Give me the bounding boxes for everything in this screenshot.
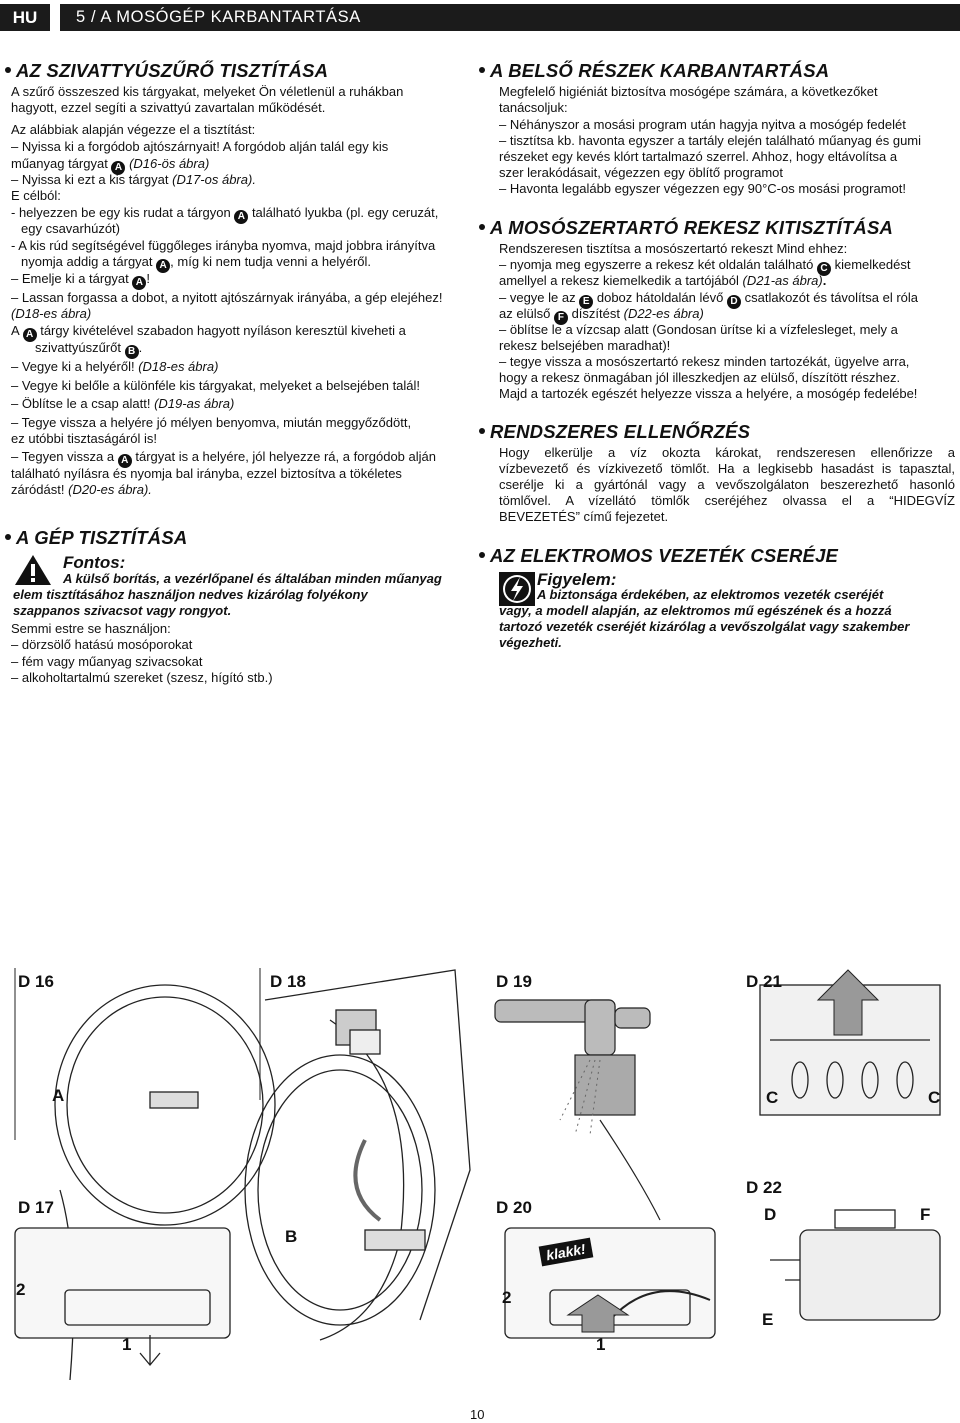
- drawer-text-8: – tegye vissza a mosószertartó rekesz minden tartozékát, ügyelve arra,: [499, 354, 910, 369]
- section-title-drawer: A MOSÓSZERTARTÓ REKESZ KITISZTÍTÁSA: [479, 217, 893, 239]
- filter-text-19: – Öblítse le a csap alatt! (D19-as ábra): [11, 396, 235, 411]
- figure-marker-d: D: [764, 1205, 777, 1224]
- filter-text-18: – Vegye ki belőle a különféle kis tárgyakat, melyeket a belsejében talál!: [11, 378, 421, 393]
- chapter-header: 5 / A MOSÓGÉP KARBANTARTÁSA: [60, 4, 960, 31]
- page-number: 10: [470, 1407, 485, 1422]
- check-text-1: Hogy elkerülje a víz okozta károkat, rendszeresen ellenőrizze a: [499, 445, 955, 460]
- filter-text-13: – Lassan forgassa a dobot, a nyitott ajtószárnyak irányába, a gép elejéhez!: [11, 290, 443, 305]
- figure-marker-a: A: [52, 1086, 65, 1105]
- filter-text-11: nyomja addig a tárgyat A , míg ki nem tudja venni a helyéről.: [21, 254, 372, 271]
- section-title-inner: A BELSŐ RÉSZEK KARBANTARTÁSA: [479, 60, 829, 82]
- cable-warning-4: végezheti.: [499, 635, 562, 650]
- marker-a: A: [234, 210, 248, 224]
- inner-text-7: – Havonta legalább egyszer végezzen egy 90°C-os mosási programot!: [499, 181, 906, 196]
- drawer-text-10: Majd a tartozék egészét helyezze vissza a helyére, a mosógép fedelébe!: [499, 386, 918, 401]
- filter-text-14: (D18-es ábra): [11, 306, 92, 321]
- klakk-badge: klakk!: [539, 1238, 593, 1267]
- marker-f: F: [554, 311, 568, 325]
- filter-text-6: – Nyissa ki ezt a kis tárgyat (D17-os ábra).: [11, 172, 256, 187]
- marker-a: A: [118, 454, 132, 468]
- filter-text-12: – Emelje ki a tárgyat A !: [11, 271, 151, 288]
- cleaning-text-2: – dörzsölő hatású mosóporokat: [11, 637, 193, 652]
- inner-text-5: részeket egy kevés klórt tartalmazó szerrel. Ahhoz, hogy eltávolítsa a: [499, 149, 898, 164]
- section-title-filter: AZ SZIVATTYÚSZŰRŐ TISZTÍTÁSA: [5, 60, 328, 82]
- figure-label-d22: D 22: [746, 1178, 782, 1197]
- marker-a: A: [132, 276, 146, 290]
- figure-marker-f: F: [920, 1205, 931, 1224]
- filter-text-24: záródást! (D20-es ábra).: [11, 482, 152, 497]
- filter-text-3: Az alábbiak alapján végezze el a tisztítást:: [11, 122, 256, 137]
- filter-text-7: E célból:: [11, 188, 61, 203]
- electric-hazard-icon: [499, 572, 535, 606]
- inner-text-4: – tisztítsa kb. havonta egyszer a tartály elején található műanyag és gumi: [499, 133, 922, 148]
- cleaning-text-1: Semmi estre se használjon:: [11, 621, 171, 636]
- figure-step-2-d20: 2: [502, 1288, 512, 1307]
- figure-label-d17: D 17: [18, 1198, 54, 1217]
- filter-text-9: egy csavarhúzót): [21, 221, 120, 236]
- warning-text-2: elem tisztításához használjon nedves kizárólag folyékony: [13, 587, 368, 602]
- filter-text-5: műanyag tárgyat A (D16-ös ábra): [11, 156, 210, 173]
- figure-label-d18: D 18: [270, 972, 306, 991]
- figure-step-1-d20: 1: [596, 1335, 606, 1354]
- inner-text-1: Megfelelő higiéniát biztosítva mosógépe számára, a következőket: [499, 84, 878, 99]
- filter-text-20: – Tegye vissza a helyére jó mélyen benyomva, miután meggyőződött,: [11, 415, 412, 430]
- marker-a: A: [23, 328, 37, 342]
- marker-a: A: [156, 259, 170, 273]
- figure-marker-c-right: C: [928, 1088, 941, 1107]
- check-text-4: tömlővel. A vízellátó tömlők cseréjéhez olvassa el a “HIDEGVÍZ: [499, 493, 955, 508]
- section-title-cable: AZ ELEKTROMOS VEZETÉK CSERÉJE: [479, 545, 838, 567]
- filter-text-2: hagyott, ezzel segíti a szivattyú zavartalan működését.: [11, 100, 326, 115]
- figure-step-2-d17: 2: [16, 1280, 26, 1299]
- language-tag: HU: [0, 4, 50, 31]
- check-text-5: BEVEZETÉS” című fejezetet.: [499, 509, 669, 524]
- filter-text-4: – Nyissa ki a forgódob ajtószárnyait! A forgódob alján talál egy kis: [11, 139, 389, 154]
- cable-warning-3: tartozó vezeték cseréjét kizárólag a vevőszolgálat vagy szakember: [499, 619, 910, 634]
- check-text-2: vízbevezető és vízkivezető tömlőt. Ha a legkisebb hasadást is tapasztal,: [499, 461, 955, 476]
- warning-heading: Fontos:: [63, 553, 126, 572]
- figure-label-d21: D 21: [746, 972, 782, 991]
- check-text-3: cserélje ki a gyártónál vagy a vevőszolgálaton beszerezhető hasonló: [499, 477, 955, 492]
- drawer-text-5: az elülső F díszítést (D22-es ábra): [499, 306, 704, 323]
- inner-text-6: szer lerakódásait, végezzen egy öblítő programot: [499, 165, 783, 180]
- cleaning-text-3: – fém vagy műanyag szivacsokat: [11, 654, 203, 669]
- filter-text-15: A A tárgy kivételével szabadon hagyott nyíláson keresztül kiveheti a: [11, 323, 406, 340]
- inner-text-3: – Néhányszor a mosási program után hagyja nyitva a mosógép fedelét: [499, 117, 906, 132]
- warning-text-1: A külső borítás, a vezérlőpanel és általában minden műanyag: [63, 571, 442, 586]
- filter-text-16: szivattyúszűrőt B .: [35, 340, 143, 357]
- figure-marker-e: E: [762, 1310, 774, 1329]
- cleaning-text-4: – alkoholtartalmú szereket (szesz, hígító stb.): [11, 670, 273, 685]
- section-title-cleaning: A GÉP TISZTÍTÁSA: [5, 527, 187, 549]
- filter-text-17: – Vegye ki a helyéről! (D18-es ábra): [11, 359, 219, 374]
- drawer-text-6: – öblítse le a vízcsap alatt (Gondosan ürítse ki a vízfelesleget, mely a: [499, 322, 898, 337]
- cable-warning-2: vagy, a modell alapján, az elektromos mű egészének és a hozzá: [499, 603, 892, 618]
- figure-label-d20: D 20: [496, 1198, 532, 1217]
- drawer-text-1: Rendszeresen tisztítsa a mosószertartó rekeszt Mind ehhez:: [499, 241, 848, 256]
- filter-text-21: ez utóbbi tisztaságáról is!: [11, 431, 157, 446]
- marker-d: D: [727, 295, 741, 309]
- figure-step-1-d17: 1: [122, 1335, 132, 1354]
- filter-text-1: A szűrő összeszed kis tárgyakat, melyeket Ön véletlenül a ruhákban: [11, 84, 404, 99]
- section-title-check: RENDSZERES ELLENŐRZÉS: [479, 421, 750, 443]
- drawer-text-7: rekesz belsejében maradhat)!: [499, 338, 671, 353]
- marker-a: A: [111, 161, 125, 175]
- drawer-text-2: – nyomja meg egyszerre a rekesz két oldalán található C kiemelkedést: [499, 257, 911, 274]
- figure-label-d16: D 16: [18, 972, 54, 991]
- cable-warning-heading: Figyelem:: [537, 570, 617, 589]
- marker-e: E: [579, 295, 593, 309]
- warning-icon: [13, 553, 53, 587]
- figure-label-d19: D 19: [496, 972, 532, 991]
- drawer-text-4: – vegye le az E doboz hátoldalán lévő D csatlakozót és távolítsa el róla: [499, 290, 919, 307]
- filter-text-10: - A kis rúd segítségével függőleges irányba nyomva, majd jobbra irányítva: [11, 238, 436, 253]
- filter-text-23: található nyílásra és nyomja bal irányba, ezzel biztosítva a tökéletes: [11, 466, 402, 481]
- figure-marker-b: B: [285, 1227, 298, 1246]
- drawer-text-9: hogy a rekesz önmagában jól illeszkedjen az elülső, díszítött részhez.: [499, 370, 901, 385]
- filter-text-8: - helyezzen be egy kis rudat a tárgyon A található lyukba (pl. egy ceruzát,: [11, 205, 439, 222]
- marker-b: B: [125, 345, 139, 359]
- inner-text-2: tanácsoljuk:: [499, 100, 568, 115]
- drawer-text-3: amellyel a rekesz kiemelkedik a tartójából (D21-as ábra).: [499, 273, 827, 288]
- cable-warning-1: A biztonsága érdekében, az elektromos vezeték cseréjét: [537, 587, 884, 602]
- figure-panel: [0, 960, 960, 1380]
- marker-c: C: [817, 262, 831, 276]
- figure-marker-c-left: C: [766, 1088, 779, 1107]
- warning-text-3: szappanos szivacsot vagy rongyot.: [13, 603, 232, 618]
- filter-text-22: – Tegyen vissza a A tárgyat is a helyére, jól helyezze rá, a forgódob alján: [11, 449, 436, 466]
